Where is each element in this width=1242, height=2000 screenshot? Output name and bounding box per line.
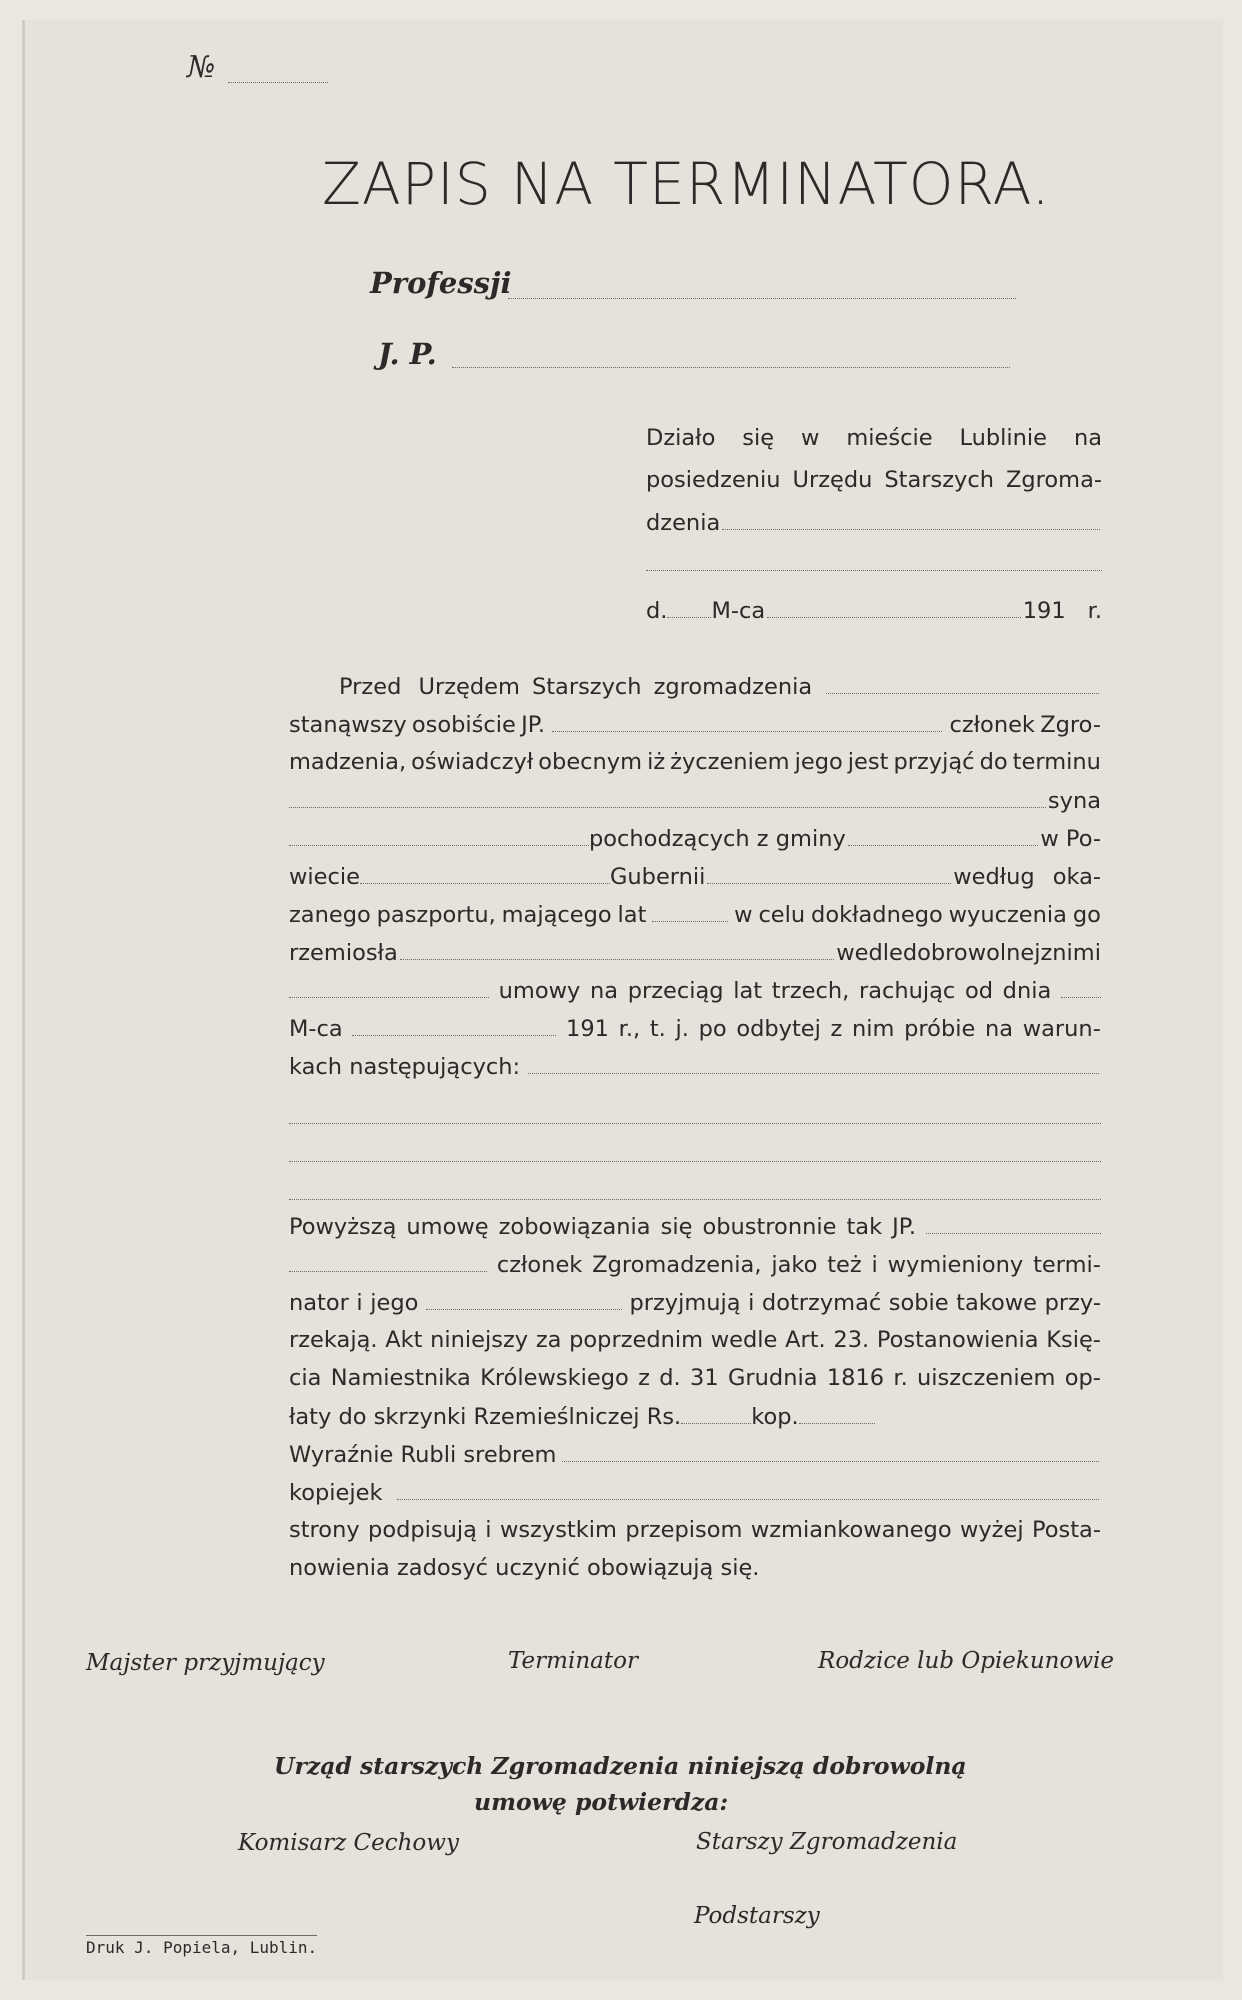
conditions-line-3 xyxy=(289,1199,1101,1200)
signature-master: Majster przyjmujący xyxy=(86,1650,325,1676)
signature-commissioner: Komisarz Cechowy xyxy=(238,1830,459,1856)
meeting-block: Działo się w mieście Lublinie na posiedzeniu Urzędu Starszych Zgroma- dzenia d. M-ca 191 r. xyxy=(646,425,1102,645)
signature-elder: Starszy Zgromadzenia xyxy=(696,1829,958,1855)
conditions-line-2 xyxy=(289,1161,1101,1162)
office-confirmation-line1: Urząd starszych Zgromadzenia niniejszą dobrowolną xyxy=(274,1752,967,1780)
office-confirmation-line2: umowę potwierdza: xyxy=(474,1788,729,1816)
signature-parents: Rodzice lub Opiekunowie xyxy=(818,1648,1114,1674)
number-fill-line xyxy=(228,82,328,83)
declaration-paragraph: Przed Urzędem Starszych zgromadzenia stanąwszy osobiście JP. członek Zgro- madzenia, oświadczył obecnym iż życzeniem jego jest przyjąć do terminu syna pochodzących z gminy w Po- wiecie Gubernii według oka- zanego paszportu, mającego lat w celu dokładnego wyuczenia go rzemiosła wedle dobrowolnej z nim i umowy na przeciąg lat trzech, rachując od dnia M-ca 191 r., t. j. po odbytej z nim próbie na warun- kach następujących: xyxy=(289,674,1101,1080)
signature-apprentice: Terminator xyxy=(508,1648,638,1674)
page-title: ZAPIS NA TERMINATORA. xyxy=(322,150,1051,218)
agreement-paragraph: Powyższą umowę zobowiązania się obustronnie tak JP. członek Zgromadzenia, jako też i wymieniony termi- nator i jego przyjmują i dotrzymać sobie takowe przy- rzekają. Akt niniejszy za poprzednim wedle Art. 23. Postanowienia Księ- cia Namiestnika Królewskiego z d. 31 Grudnia 1816 r. uiszczeniem op- łaty do skrzynki Rzemieślniczej Rs. kop. Wyraźnie Rubli srebrem kopiejek strony podpisują i wszystkim przepisom wzmiankowanego wyżej Posta- nowienia zadosyć uczynić obowiązują się. xyxy=(289,1214,1101,1581)
meeting-date-line: d. M-ca 191 r. xyxy=(646,598,1102,624)
conditions-line-1 xyxy=(289,1123,1101,1124)
printer-imprint: Druk J. Popiela, Lublin. xyxy=(86,1935,317,1957)
jp-label: J. P. xyxy=(378,337,437,371)
professji-label: Professji xyxy=(370,266,512,300)
signature-deputy: Podstarszy xyxy=(694,1903,820,1929)
number-sign: № xyxy=(187,50,216,85)
professji-fill-line xyxy=(508,298,1016,299)
jp-fill-line xyxy=(452,367,1010,368)
